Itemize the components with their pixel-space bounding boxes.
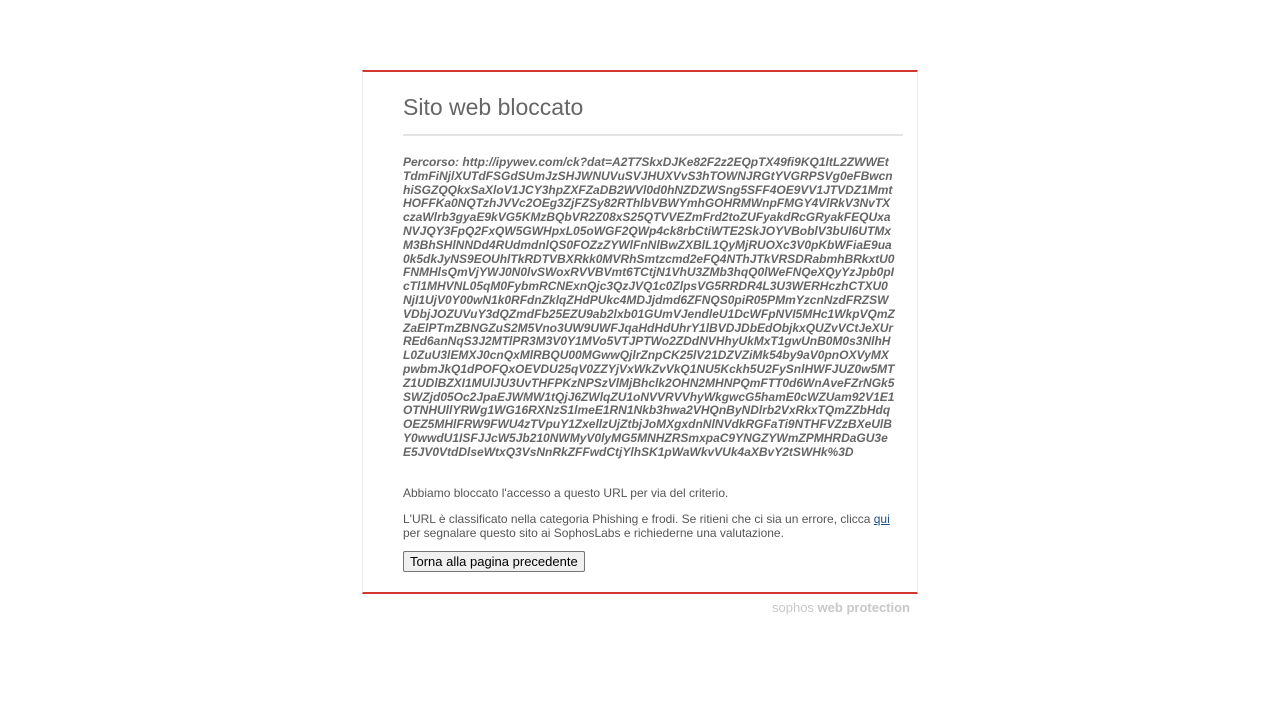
back-button[interactable]: Torna alla pagina precedente	[403, 551, 585, 572]
footer-brand-bold: web protection	[817, 600, 910, 615]
report-link[interactable]: qui	[873, 512, 890, 526]
category-message	[403, 512, 899, 540]
category-text-after: per segnalare questo sito ai SophosLabs e richiederne una valutazione.	[403, 526, 784, 540]
path-label: Percorso:	[403, 155, 463, 169]
footer-brand-light: sophos	[772, 600, 818, 615]
page-title: Sito web bloccato	[403, 94, 584, 120]
block-page-card	[362, 70, 918, 594]
footer-brand	[772, 600, 910, 615]
title-divider	[403, 134, 903, 136]
blocked-message: Abbiamo bloccato l'accesso a questo URL per via del criterio.	[403, 486, 729, 500]
category-text-before: L'URL è classificato nella categoria Phishing e frodi. Se ritieni che ci sia un errore, clicca	[403, 512, 874, 526]
blocked-path	[403, 156, 895, 460]
path-url: http://ipywev.com/ck?dat=A2T7SkxDJKe82F2z2EQpTX49fi9KQ1ltL2ZWWEtTdmFiNjlXUTdFSGdSUmJzSHJWNUVuSVJHUXVvS3hTOWNJRGtYVGRPSVg0eFBwcnhiSGZQQkxSaXloV1JCY3hpZXFZaDB2WVl0d0hNZDZWSng5SFF4OE9VV1JTVDZ1MmtHOFFKa0NQTzhJVVc2OEg3ZjFZSy82RThlbVBWYmhGOHRMWnpFMGY4VlRkV3NvTXczaWlrb3gyaE9kVG5KMzBQbVR2Z08xS25QTVVEZmFrd2toZUFyakdRcGRyakFEQUxaNVJQY3FpQ2FxQW5GWHpxL05oWGF2QWp4ck8rbCtiWTE2SkJOYVBoblV3bUl6UTMxM3BhSHlNNDd4RUdmdnlQS0FOZzZYWlFnNlBwZXBlL1QyMjRUOXc3V0pKbWFiaE9ua0k5dkJyNS9EOUhlTkRDTVBXRkk0MVRhSmtzcmd2eFQ4NThJTkVRSDRabmhBRkxtU0FNMHlsQmVjYWJ0N0lvSWoxRVVBVmt6TCtjN1VhU3ZMb3hqQ0lWeFNQeXQyYzJpb0pIcTl1MHVNL05qM0FybmRCNExnQjc3QzJVQ1c0ZlpsVG5RRDR4L3U3WERHczhCTXU0NjI1UjV0Y00wN1k0RFdnZklqZHdPUkc4MDJjdmd6ZFNQS0piR05PMmYzcnNzdFRZSWVDbjJOZUVuY3dQZmdFb25EZU9ab2lxb01GUmVJendleU1DcWFpNVI5MHc1WkpVQmZZaElPTmZBNGZuS2M5Vno3UW9UWFJqaHdHdUhrY1lBVDJDbEdObjkxQUZvVCtJeXUrREd6anNqS3J2MTlPR3M3V0Y1MVo5VTJPTWo2ZDdNVHhyUkMxT1gwUnB0M0s3NlhHL0ZuU3lEMXJ0cnQxMlRBQU00MGwwQjlrZnpCK25lV21DZVZiMk54by9aV0pnOXVyMXpwbmJkQ1dPOFQxOEVDU25qV0ZZYjVxWkZvVkQ1NU5Kckh5U2FySnlHWFJUZ0w5MTZ1UDlBZXI1MUlJU3UvTHFPKzNPSzVlMjBhclk2OHN2MHNPQmFTT0d6WnAveFZrNGk5SWZjd05Oc2JpaEJWMW1tQjJ6ZWlqZU1oNVVRVVhyWkgwcG5hamE0cWZUam92V1E1OTNHUllYRWg1WG16RXNzS1lmeE1RN1Nkb3hwa2VHQnByNDlrb2VxRkxTQmZZbHdqOEZ5MHlFRW9FWU4zTVpuY1ZxellzUjZtbjJoMXgxdnNlNVdkRGFaTi9NTHFVZzBXeUlBY0wwdU1ISFJJcW5Jb210NWMyV0lyMG5MNHZRSmxpaC9YNGZYWmZPMHRDaGU3eE5JV0VtdDlseWtxQ3VsNnRkZFFwdCtjYlhSK1pWaWkvVUk4aXBvY2tSWHk%3D	[403, 155, 895, 459]
